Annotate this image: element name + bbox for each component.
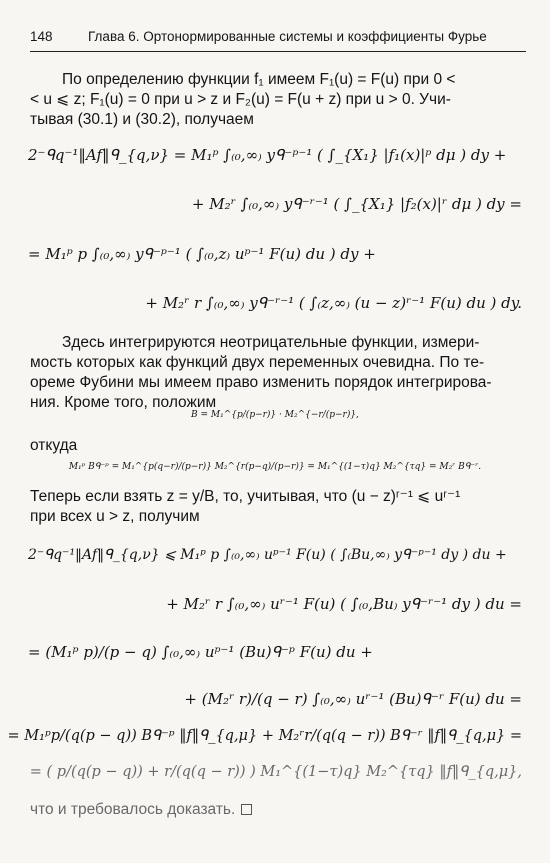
paragraph3-line1: Теперь если взять z = y/B, то, учитывая, что (u − z)ʳ⁻¹ ⩽ uʳ⁻¹ bbox=[30, 488, 461, 505]
qed-square-icon bbox=[241, 804, 252, 815]
equation3: M₁ᵖ Bᑫ⁻ᵖ = M₁^{p(q−r)/(p−r)} M₂^{r(p−q)/(p−r)} = M₁^{(1−τ)q} M₂^{τq} = M₂ʳ Bᑫ⁻ʳ. bbox=[68, 462, 482, 472]
paragraph1-line3: тывая (30.1) и (30.2), получаем bbox=[30, 111, 254, 128]
equation1-line1: 2⁻ᑫq⁻¹‖Af‖ᑫ_{q,ν} = M₁ᵖ ∫₍₀,∞₎ yᑫ⁻ᵖ⁻¹ ( ∫_{X₁} |f₁(x)|ᵖ dμ ) dy + bbox=[28, 146, 507, 164]
page-number: 148 bbox=[30, 29, 53, 44]
chapter-title: Глава 6. Ортонормированные системы и коэффициенты Фурье bbox=[88, 29, 487, 44]
equation4-line1: 2⁻ᑫq⁻¹‖Af‖ᑫ_{q,ν} ⩽ M₁ᵖ p ∫₍₀,∞₎ uᵖ⁻¹ F(u) ( ∫₍Bu,∞₎ yᑫ⁻ᵖ⁻¹ dy ) du + bbox=[28, 547, 507, 563]
paragraph1-line2: < u ⩽ z; F₁(u) = 0 при u > z и F₂(u) = F(u + z) при u > 0. Учи- bbox=[30, 91, 451, 108]
equation1-line4: + M₂ʳ r ∫₍₀,∞₎ yᑫ⁻ʳ⁻¹ ( ∫₍z,∞₎ (u − z)ʳ⁻¹ F(u) du ) dy. bbox=[145, 294, 522, 312]
running-header bbox=[30, 29, 526, 52]
equation2: B = M₁^{p/(p−r)} · M₂^{−r/(p−r)}, bbox=[191, 410, 359, 420]
word-whence: откуда bbox=[30, 437, 78, 454]
equation4-line3: = (M₁ᵖ p)/(p − q) ∫₍₀,∞₎ uᵖ⁻¹ (Bu)ᑫ⁻ᵖ F(u) du + bbox=[28, 643, 373, 661]
paragraph2-line4: ния. Кроме того, положим bbox=[30, 394, 217, 411]
equation4-line2: + M₂ʳ r ∫₍₀,∞₎ uʳ⁻¹ F(u) ( ∫₍₀,Bu₎ yᑫ⁻ʳ⁻¹ dy ) du = bbox=[166, 595, 522, 613]
closing-sentence: что и требовалось доказать. bbox=[30, 801, 236, 818]
equation1-line3: = M₁ᵖ p ∫₍₀,∞₎ yᑫ⁻ᵖ⁻¹ ( ∫₍₀,z₎ uᵖ⁻¹ F(u) du ) dy + bbox=[28, 245, 376, 263]
paragraph1-line1: По определению функции f₁ имеем F₁(u) = F(u) при 0 < bbox=[62, 71, 456, 88]
equation1-line2: + M₂ʳ ∫₍₀,∞₎ yᑫ⁻ʳ⁻¹ ( ∫_{X₁} |f₂(x)|ʳ dμ ) dy = bbox=[191, 195, 522, 213]
paragraph3-line2: при всех u > z, получим bbox=[30, 508, 200, 525]
equation4-line5: = M₁ᵖp/(q(p − q)) Bᑫ⁻ᵖ ‖f‖ᑫ_{q,μ} + M₂ʳr/(q(q − r)) Bᑫ⁻ʳ ‖f‖ᑫ_{q,μ} = bbox=[7, 728, 522, 744]
equation4-line6: = ( p/(q(p − q)) + r/(q(q − r)) ) M₁^{(1−τ)q} M₂^{τq} ‖f‖ᑫ_{q,μ}, bbox=[29, 764, 522, 780]
paragraph2-line1: Здесь интегрируются неотрицательные функции, измери- bbox=[62, 334, 480, 351]
equation4-line4: + (M₂ʳ r)/(q − r) ∫₍₀,∞₎ uʳ⁻¹ (Bu)ᑫ⁻ʳ F(u) du = bbox=[184, 690, 522, 708]
paragraph2-line2: мость которых как функций двух переменных очевидна. По те- bbox=[30, 354, 485, 371]
closing-text bbox=[30, 800, 252, 820]
paragraph2-line3: ореме Фубини мы имеем право изменить порядок интегрирова- bbox=[30, 374, 492, 391]
